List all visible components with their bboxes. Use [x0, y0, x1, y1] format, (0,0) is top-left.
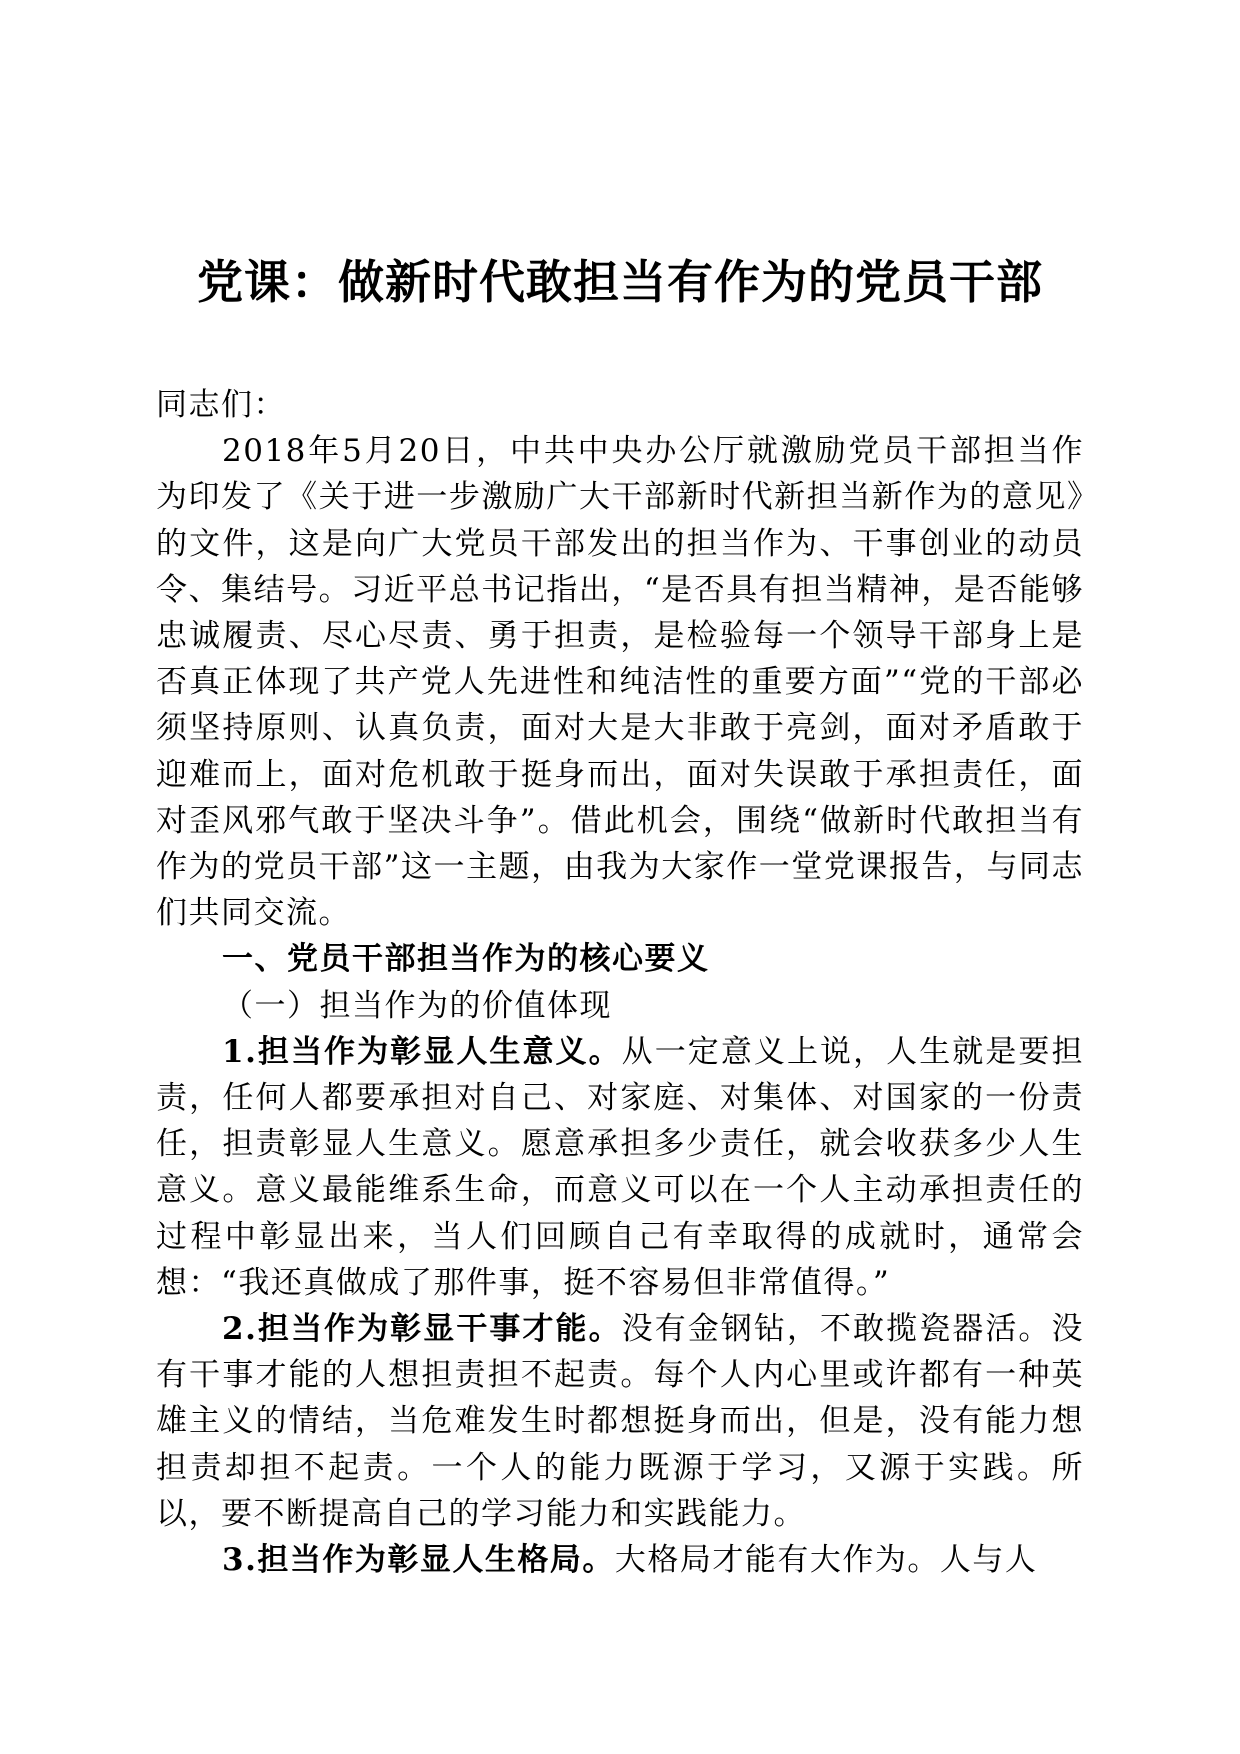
point-text-3: 大格局才能有大作为。人与人	[614, 1542, 1038, 1579]
salutation: 同志们：	[156, 387, 286, 423]
point-paragraph-1	[156, 1029, 1084, 1306]
point-lead-3: 3.担当作为彰显人生格局。	[222, 1542, 615, 1579]
point-paragraph-2	[156, 1306, 1084, 1537]
point-paragraph-3	[156, 1537, 1084, 1583]
point-lead-1: 1.担当作为彰显人生意义。	[222, 1033, 622, 1070]
intro-paragraph: 2018年5月20日，中共中央办公厅就激励党员干部担当作为印发了《关于进一步激励广大干部新时代新担当新作为的意见》的文件，这是向广大党员干部发出的担当作为、干事创业的动员令、集结号。习近平总书记指出，“是否具有担当精神，是否能够忠诚履责、尽心尽责、勇于担责，是检验每一个领导干部身上是否真正体现了共产党人先进性和纯洁性的重要方面”“党的干部必须坚持原则、认真负责，面对大是大非敢于亮剑，面对矛盾敢于迎难而上，面对危机敢于挺身而出，面对失误敢于承担责任，面对歪风邪气敢于坚决斗争”。借此机会，围绕“做新时代敢担当有作为的党员干部”这一主题，由我为大家作一堂党课报告，与同志们共同交流。	[156, 433, 1084, 932]
section-heading: 一、党员干部担当作为的核心要义	[222, 941, 710, 978]
point-text-1: 从一定意义上说，人生就是要担责，任何人都要承担对自己、对家庭、对集体、对国家的一份责任，担责彰显人生意义。愿意承担多少责任，就会收获多少人生意义。意义最能维系生命，而意义可以在一个人主动承担责任的过程中彰显出来，当人们回顾自己有幸取得的成就时，通常会想：“我还真做成了那件事，挺不容易但非常值得。”	[156, 1033, 1084, 1301]
document-title: 党课：做新时代敢担当有作为的党员干部	[197, 255, 1043, 309]
point-lead-2: 2.担当作为彰显干事才能。	[222, 1311, 622, 1348]
point-text-2: 没有金钢钻，不敢揽瓷器活。没有干事才能的人想担责担不起责。每个人内心里或许都有一种英雄主义的情结，当危难发生时都想挺身而出，但是，没有能力想担责却担不起责。一个人的能力既源于学习，又源于实践。所以，要不断提高自己的学习能力和实践能力。	[156, 1311, 1084, 1532]
subsection-heading: （一）担当作为的价值体现	[222, 987, 612, 1024]
document-body	[156, 382, 1084, 1583]
